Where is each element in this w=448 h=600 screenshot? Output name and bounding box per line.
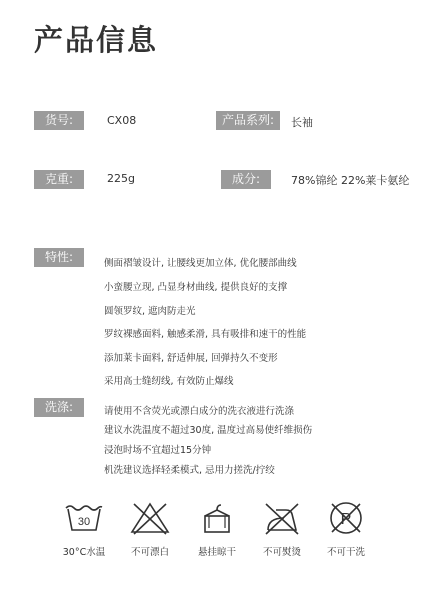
sku-label: 货号: [34, 111, 84, 130]
wash-label: 洗涤: [34, 398, 84, 417]
wash-temp-number: 30 [77, 516, 91, 528]
no-iron-icon [262, 500, 302, 536]
page-title: 产品信息 [34, 23, 159, 57]
wash-line: 请使用不含荧光或漂白成分的洗衣液进行洗涤 [104, 406, 295, 417]
feature-line: 小蛮腰立现, 凸显身材曲线, 提供良好的支撑 [104, 282, 288, 293]
hang-dry-icon [197, 500, 237, 536]
care-caption-dry: 悬挂晾干 [197, 547, 236, 558]
composition-label: 成分: [221, 170, 271, 189]
wash-line: 浸泡时场不宜超过15分钟 [104, 445, 212, 456]
weight-value: 225g [107, 172, 135, 185]
dry-clean-letter: P [340, 511, 352, 528]
no-dry-clean-icon [326, 500, 366, 536]
care-caption-wash: 30°C水温 [62, 547, 106, 558]
wash-30-icon [64, 500, 104, 536]
no-bleach-icon [130, 500, 170, 536]
composition-value: 78%锦纶 22%莱卡氨纶 [291, 174, 410, 187]
sku-value: CX08 [107, 114, 137, 127]
feature-line: 添加莱卡面料, 舒适伸展, 回弹持久不变形 [104, 353, 278, 364]
feature-line: 侧面褶皱设计, 让腰线更加立体, 优化腰部曲线 [104, 258, 297, 269]
features-label: 特性: [34, 248, 84, 267]
wash-line: 建议水洗温度不超过30度, 温度过高易使纤维损伤 [104, 425, 313, 436]
feature-line: 圆领罗纹, 遮肉防走光 [104, 306, 196, 317]
care-caption-dryclean: 不可干洗 [326, 547, 365, 558]
care-caption-iron: 不可熨烫 [262, 547, 301, 558]
care-caption-bleach: 不可漂白 [130, 547, 169, 558]
series-label: 产品系列: [216, 111, 280, 130]
feature-line: 罗纹裸感面料, 触感柔滑, 具有吸排和速干的性能 [104, 329, 307, 340]
wash-line: 机洗建议选择轻柔模式, 忌用力搓洗/拧绞 [104, 465, 275, 476]
series-value: 长袖 [291, 116, 313, 129]
weight-label: 克重: [34, 170, 84, 189]
feature-line: 采用高士缝纫线, 有效防止爆线 [104, 376, 234, 387]
